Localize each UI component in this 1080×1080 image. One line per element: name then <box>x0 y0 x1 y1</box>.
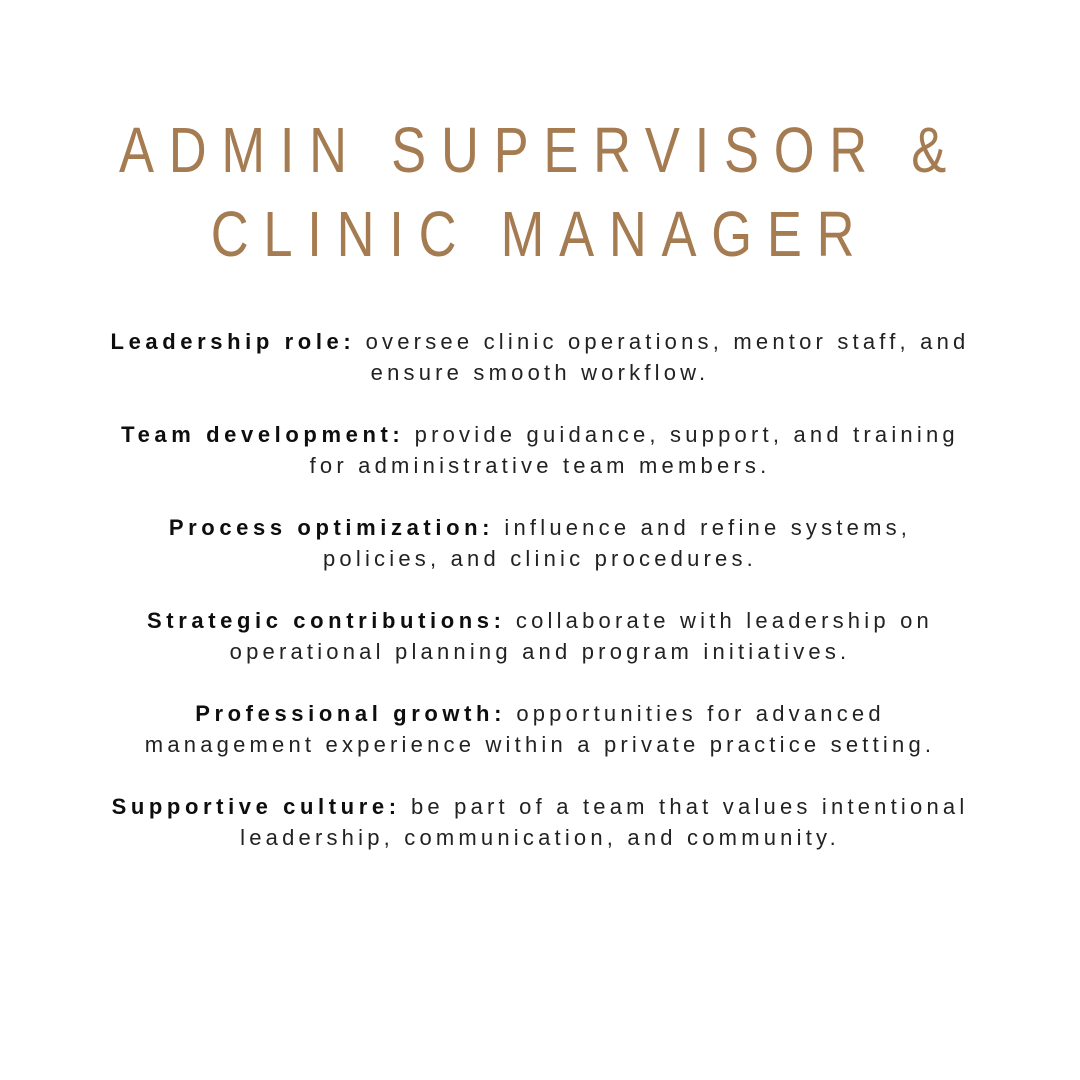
item-label: Supportive culture: <box>111 794 401 819</box>
title-line-2: CLINIC MANAGER <box>210 198 870 270</box>
list-item-team-development <box>110 419 970 481</box>
page-title <box>0 108 1080 276</box>
item-text: influence and refine systems, policies, and clinic procedures. <box>323 515 912 571</box>
list-item-supportive-culture <box>110 791 970 853</box>
item-text: be part of a team that values intentional leadership, communication, and community. <box>240 794 969 850</box>
list-item-leadership-role <box>110 326 970 388</box>
responsibilities-list <box>110 326 970 884</box>
list-item-process-optimization <box>110 512 970 574</box>
item-label: Professional growth: <box>195 701 506 726</box>
item-text: opportunities for advanced management experience within a private practice setting. <box>144 701 936 757</box>
list-item-professional-growth <box>110 698 970 760</box>
item-label: Strategic contributions: <box>147 608 506 633</box>
item-label: Process optimization: <box>168 515 495 540</box>
list-item-strategic-contributions <box>110 605 970 667</box>
item-text: oversee clinic operations, mentor staff, and ensure smooth workflow. <box>365 329 970 385</box>
item-text: collaborate with leadership on operational planning and program initiatives. <box>229 608 933 664</box>
title-line-1: ADMIN SUPERVISOR & <box>118 114 962 186</box>
item-text: provide guidance, support, and training for administrative team members. <box>309 422 959 478</box>
item-label: Leadership role: <box>110 329 356 354</box>
item-label: Team development: <box>121 422 405 447</box>
